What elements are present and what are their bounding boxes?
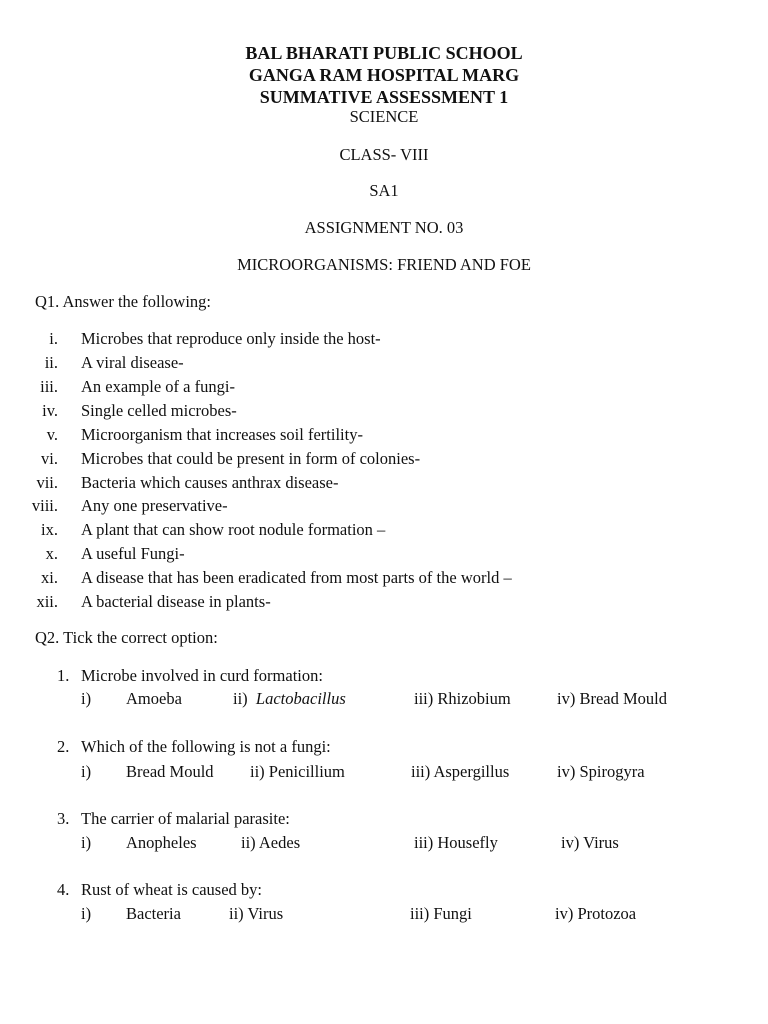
option-1[interactable]: Bread Mould: [126, 762, 214, 781]
q1-item-text: Bacteria which causes anthrax disease-: [81, 473, 339, 492]
assignment-title: ASSIGNMENT NO. 03: [304, 218, 464, 237]
option-1-label: i): [81, 689, 92, 708]
class-title: CLASS- VIII: [339, 145, 429, 164]
mcq-text: The carrier of malarial parasite:: [81, 809, 290, 828]
q1-heading: Q1. Answer the following:: [35, 292, 211, 311]
option-2[interactable]: ii) Aedes: [241, 833, 301, 852]
q1-item-number: x.: [45, 544, 58, 563]
q1-item-number: vi.: [41, 449, 58, 468]
option-2-label: ii): [233, 689, 248, 708]
option-1[interactable]: Amoeba: [126, 689, 182, 708]
mcq-text: Rust of wheat is caused by:: [81, 880, 263, 899]
option-4[interactable]: iv) Virus: [561, 833, 619, 852]
mcq-number: 3.: [57, 809, 70, 828]
option-4[interactable]: iv) Bread Mould: [557, 689, 667, 708]
option-1-label: i): [81, 833, 92, 852]
option-2[interactable]: [233, 689, 346, 709]
q1-item-number: xii.: [36, 592, 58, 611]
q1-item-number: i.: [49, 329, 58, 348]
mcq-number: 1.: [57, 666, 70, 685]
q1-item-text: A disease that has been eradicated from most parts of the world –: [81, 568, 512, 587]
q1-item-number: vii.: [36, 473, 58, 492]
q1-item-number: iv.: [42, 401, 58, 420]
school-name: BAL BHARATI PUBLIC SCHOOL: [245, 43, 523, 63]
term-title: SA1: [369, 181, 399, 200]
q1-item-number: ii.: [44, 353, 58, 372]
option-1-label: i): [81, 762, 92, 781]
mcq-number: 4.: [57, 880, 70, 899]
school-address: GANGA RAM HOSPITAL MARG: [248, 65, 520, 85]
option-4[interactable]: iv) Spirogyra: [557, 762, 645, 781]
option-3[interactable]: iii) Aspergillus: [411, 762, 510, 781]
option-3[interactable]: iii) Fungi: [410, 904, 472, 923]
mcq-text: Microbe involved in curd formation:: [81, 666, 323, 685]
option-2[interactable]: ii) Penicillium: [250, 762, 345, 781]
option-3[interactable]: iii) Rhizobium: [414, 689, 511, 708]
q1-item-text: A viral disease-: [81, 353, 184, 372]
option-4[interactable]: iv) Protozoa: [555, 904, 637, 923]
option-2-text: Lactobacillus: [255, 689, 346, 708]
q1-item-number: ix.: [41, 520, 58, 539]
q1-item-number: viii.: [31, 496, 58, 515]
exam-title: SUMMATIVE ASSESSMENT 1: [259, 87, 509, 107]
option-1[interactable]: Bacteria: [126, 904, 181, 923]
subject-title: SCIENCE: [349, 107, 419, 126]
option-3[interactable]: iii) Housefly: [414, 833, 498, 852]
q1-item-text: A plant that can show root nodule formation –: [81, 520, 386, 539]
topic-title: MICROORGANISMS: FRIEND AND FOE: [237, 255, 531, 274]
q1-item-text: Microbes that could be present in form of colonies-: [81, 449, 421, 468]
option-1[interactable]: Anopheles: [126, 833, 197, 852]
q1-item-text: Microbes that reproduce only inside the host-: [81, 329, 381, 348]
q2-heading: Q2. Tick the correct option:: [35, 628, 218, 647]
mcq-text: Which of the following is not a fungi:: [81, 737, 331, 756]
q1-item-text: Single celled microbes-: [81, 401, 237, 420]
q1-item-text: A useful Fungi-: [81, 544, 185, 563]
option-1-label: i): [81, 904, 92, 923]
q1-item-number: v.: [46, 425, 58, 444]
q1-item-text: Any one preservative-: [81, 496, 228, 515]
q1-item-text: A bacterial disease in plants-: [81, 592, 271, 611]
q1-item-number: xi.: [41, 568, 58, 587]
q1-item-number: iii.: [40, 377, 58, 396]
mcq-number: 2.: [57, 737, 70, 756]
q1-item-text: Microorganism that increases soil fertility-: [81, 425, 363, 444]
q1-item-text: An example of a fungi-: [81, 377, 235, 396]
option-2[interactable]: ii) Virus: [229, 904, 284, 923]
